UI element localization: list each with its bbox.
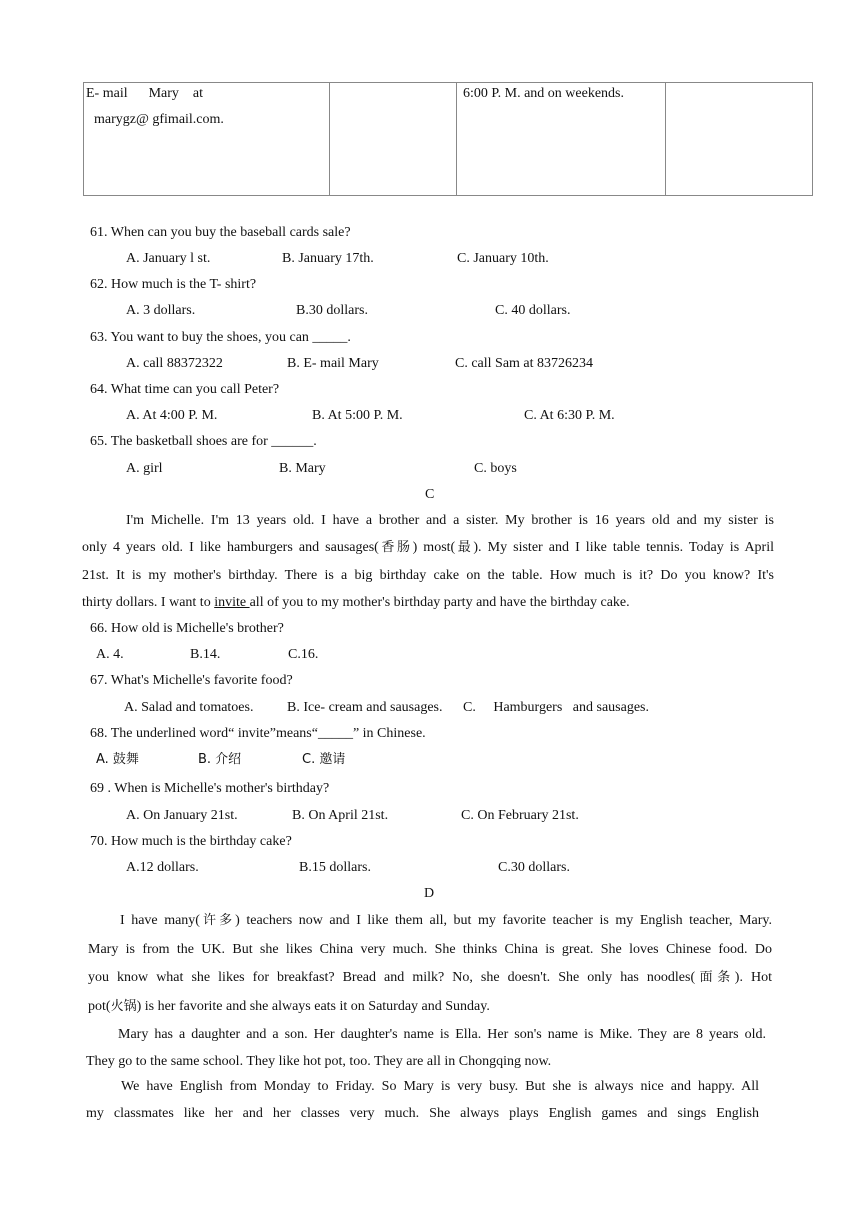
underlined-word: invite <box>214 595 250 610</box>
option-b: B. On April 21st. <box>292 808 389 823</box>
option-c: C. 邀请 <box>302 752 346 767</box>
passage-line: Mary is from the UK. But she likes China very much. She thinks China is great. She loves Chinese food. Do <box>88 942 772 957</box>
question-stem: 68. The underlined word“ invite”means“_____” in Chinese. <box>90 726 426 741</box>
passage-line <box>88 999 490 1016</box>
passage-text: you know what she likes for breakfast? Bread and milk? No, she doesn't. She only has noodles(面条). Hot <box>88 970 772 985</box>
question-stem: 61. When can you buy the baseball cards sale? <box>90 225 351 240</box>
table-cell-empty <box>330 83 457 196</box>
option-c: C.30 dollars. <box>498 860 570 875</box>
passage-line: Mary has a daughter and a son. Her daughter's name is Ella. Her son's name is Mike. They are 8 years old. <box>118 1027 766 1042</box>
ad-table <box>83 82 813 196</box>
section-heading: C <box>425 487 435 502</box>
option-a: A. call 88372322 <box>126 356 223 371</box>
passage-line: They go to the same school. They like hot pot, too. They are all in Chongqing now. <box>86 1054 552 1069</box>
option-c: C. Hamburgers and sausages. <box>463 700 649 715</box>
option-a: A. Salad and tomatoes. <box>124 700 254 715</box>
table-cell-text: marygz@ gfimail.com. <box>94 112 224 127</box>
section-heading: D <box>424 886 435 901</box>
option-a: A. At 4:00 P. M. <box>126 408 218 423</box>
question-stem: 69 . When is Michelle's mother's birthday? <box>90 781 330 796</box>
passage-text: I have many(许多) teachers now and I like them all, but my favorite teacher is my English teacher, Mary. <box>120 913 772 928</box>
table-cell-text: 6:00 P. M. and on weekends. <box>463 86 624 101</box>
option-b: B. At 5:00 P. M. <box>312 408 403 423</box>
option-b: B.30 dollars. <box>296 303 368 318</box>
option-a: A. On January 21st. <box>126 808 238 823</box>
passage-line <box>88 970 772 987</box>
option-a: A. January l st. <box>126 251 211 266</box>
option-a: A. 4. <box>96 647 124 662</box>
option-c: C. boys <box>474 461 517 476</box>
option-b: B. Mary <box>279 461 326 476</box>
passage-line: my classmates like her and her classes very much. She always plays English games and sings English <box>86 1106 759 1121</box>
passage-line: I'm Michelle. I'm 13 years old. I have a brother and a sister. My brother is 16 years old and my sister is <box>126 513 774 528</box>
option-c: C. January 10th. <box>457 251 549 266</box>
passage-text: thirty dollars. I want to <box>82 595 215 610</box>
passage-line <box>88 913 772 930</box>
option-c: C. At 6:30 P. M. <box>524 408 615 423</box>
option-b: B. January 17th. <box>282 251 374 266</box>
passage-line: We have English from Monday to Friday. So Mary is very busy. But she is always nice and happy. All <box>121 1079 759 1094</box>
question-stem: 62. How much is the T- shirt? <box>90 277 257 292</box>
table-cell-empty <box>666 83 813 196</box>
question-stem: 67. What's Michelle's favorite food? <box>90 673 293 688</box>
option-c: C.16. <box>288 647 319 662</box>
passage-line <box>82 595 630 612</box>
question-stem: 64. What time can you call Peter? <box>90 382 280 397</box>
table-cell-time <box>457 83 666 196</box>
option-a: A. girl <box>126 461 163 476</box>
option-a: A. 鼓舞 <box>96 752 139 767</box>
passage-line <box>82 540 774 557</box>
passage-text: all of you to my mother's birthday party and have the birthday cake. <box>249 595 630 610</box>
option-c: C. call Sam at 83726234 <box>455 356 594 371</box>
question-stem: 70. How much is the birthday cake? <box>90 834 292 849</box>
passage-text: only 4 years old. I like hamburgers and sausages(香肠) most(最). My sister and I like table tennis. Today is April <box>82 540 774 555</box>
option-b: B.15 dollars. <box>299 860 371 875</box>
question-stem: 63. You want to buy the shoes, you can _____. <box>90 330 351 345</box>
question-stem: 65. The basketball shoes are for ______. <box>90 434 317 449</box>
option-b: B. E- mail Mary <box>287 356 379 371</box>
passage-line: 21st. It is my mother's birthday. There is a big birthday cake on the table. How much is it? Do you know? It's <box>82 568 774 583</box>
option-b: B. Ice- cream and sausages. <box>287 700 443 715</box>
option-b: B.14. <box>190 647 221 662</box>
option-c: C. 40 dollars. <box>495 303 571 318</box>
option-a: A. 3 dollars. <box>126 303 196 318</box>
table-cell-text: E- mail Mary at <box>86 86 204 101</box>
option-a: A.12 dollars. <box>126 860 199 875</box>
option-b: B. 介绍 <box>198 752 242 767</box>
question-stem: 66. How old is Michelle's brother? <box>90 621 284 636</box>
passage-text: pot(火锅) is her favorite and she always eats it on Saturday and Sunday. <box>88 999 490 1014</box>
table-cell-contact <box>84 83 330 196</box>
option-c: C. On February 21st. <box>461 808 579 823</box>
